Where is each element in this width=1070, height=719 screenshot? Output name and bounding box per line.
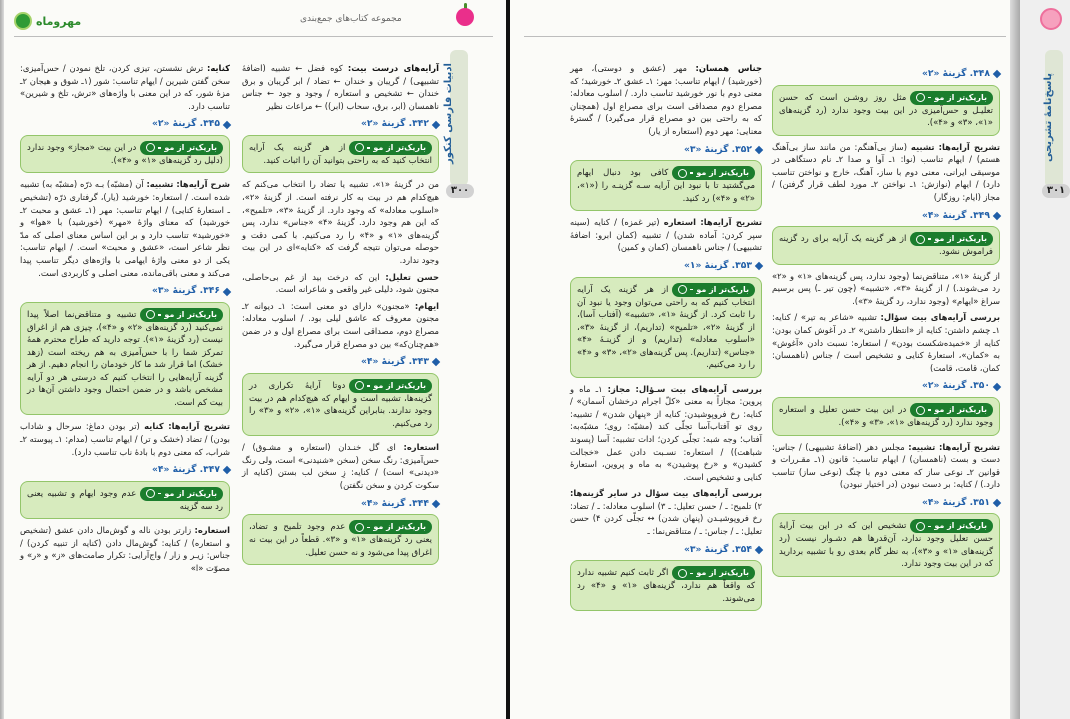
answer-paragraph (570, 62, 762, 138)
magnifier-handle-icon (367, 147, 370, 149)
answer-number: ۳۴۲. گزینهٔ «۲» (360, 118, 429, 130)
magnifier-handle-icon (158, 314, 161, 316)
tip-text: عدم وجود تلمیح و تضاد، یعنی رد گزینه‌های «۱» و «۳». قطعاً در این بیت نه اغراق پیدا می‌شود و نه حسن تعلیل. (249, 522, 432, 558)
term-label: بررسی آرایه‌های بیت سـؤال: مجاز: (607, 383, 763, 394)
term-label: تشریح آرایه‌ها: تشبیه (910, 141, 1000, 152)
diamond-bullet-icon (432, 500, 440, 508)
tip-tag (672, 283, 755, 297)
tip-tag-label: باریک‌تر از مو (164, 309, 217, 319)
tip-text: دوتا آرایهٔ تکراری در گزینه‌ها، تشبیه است و ایهام که هیچ‌کدام هم در بیت وجود ندارند. بنابراین گزینه‌های «۱»، «۲» و «۳» را رد می‌کنیم. (249, 380, 432, 429)
magnifier-handle-icon (928, 97, 931, 99)
magnifier-icon (916, 235, 925, 244)
diamond-bullet-icon (755, 262, 763, 270)
diamond-bullet-icon (432, 120, 440, 128)
tip-box (772, 513, 1000, 577)
answer-number: ۳۵۲. گزینهٔ «۳» (683, 143, 752, 155)
tip-tag-label: باریک‌تر از مو (934, 234, 987, 244)
tip-box (570, 560, 762, 611)
magnifier-icon (916, 93, 925, 102)
magnifier-handle-icon (928, 526, 931, 528)
answer-paragraph (20, 178, 230, 279)
paragraph-text: ۱ـ ماه و پروین: مجازاً به معنی «کلّ اجرام درخشان آسمان» / کنایه: رخ فروپوشیدن: کنایه از «پنهان شدن» / تشبیه: روی تو آفتاب‌آسا تجلّی کند (مشبّه: روی؛ مشبّه‌به: آفتاب؛ وجه شبه: تجلّی کردن؛ ادات تشبیه: آسا (پسوند شباهت)) / استعاره: نسـبت دادن عمل «خجالت کشیدن» و «رخ پوشیدن» به ماه و پروین، استعارهٔ کنایی و تشخیص است. (570, 383, 762, 482)
tip-text: در این بیت «مجاز» وجود ندارد (دلیل رد گزینه‌های «۱» و «۴»). (27, 142, 223, 166)
answer-number: ۳۵۴. گزینهٔ «۳» (683, 543, 752, 555)
answer-number: ۳۴۵. گزینهٔ «۲» (151, 118, 220, 130)
tip-tag-label: باریک‌تر از مو (164, 488, 217, 498)
magnifier-handle-icon (690, 172, 693, 174)
answer-number: ۳۴۷. گزینهٔ «۴» (151, 464, 220, 476)
magnifier-handle-icon (690, 289, 693, 291)
paragraph-text: ای گل خنـدان (استعاره و مشـوق) / حس‌آمیزی: رنگ سخن (سخن «شنیدنی» است، ولی رنگ «دیدنی» است) / کنایه: زِ سخن لب بستن (کنایه از سکوت کردن و سخن نگفتن) (242, 442, 439, 491)
answer-heading (20, 118, 230, 131)
answer-number: ۳۴۶. گزینهٔ «۳» (151, 285, 220, 297)
term-label: حسن تعلیل: (385, 271, 439, 282)
diamond-bullet-icon (223, 466, 231, 474)
answer-heading (242, 118, 439, 131)
paragraph-text: آن (مشبّه) بـه ذرّه (مشبّه به) تشبیه شده است. / استعاره: خورشید (یار)، گرفتاری ذرّه (تشخیص ـ استعارهٔ کنایی) / ایهام تناسب: مهر (۱ـ عشق و محبت ۲ـ خورشید) که معنای واژهٔ «مهر» (خورشید) با «هوا» و «خورشید» تناسب دارد و بر این اساس معنای اصلی که مدّ نظر شاعر است، «عشق و محبت» است. / ایهام تناسب: یکی از دو معنی واژهٔ ایهامی با واژه‌های دیگر تناسب پیدا می‌کند و معنی باقی‌مانده، معنی اصلی و کاربردی است. (20, 179, 230, 278)
answer-paragraph (20, 524, 230, 574)
answer-paragraph (242, 178, 439, 266)
answer-heading (20, 464, 230, 477)
tip-text: عدم وجود ایهام و تشبیه یعنی رد سه گزینه (27, 488, 223, 512)
tip-text: از هر گزینه یک آرایه انتخاب کنید که به راحتی بتوانید آن را اثبات کنید. (249, 142, 432, 166)
tip-text: از هر گزینه یک آرایه انتخاب کنیم که به راحتی می‌توان وجود یا نبود آن را ثابت کرد. از گزینهٔ «۱»، «تشبیه» (آفتاب آسا)، از گزینهٔ «۲»، «تلمیح» (تداریم)، از گزینهٔ «۳»، «اسلوب معادله» (تداریم) و از گزینـهٔ «۴» «جناس» (تداریم). پس گزینه‌های «۲»، «۳» و «۴» را رد می‌کنیم. (577, 284, 756, 371)
tip-box (20, 481, 230, 520)
tip-box (570, 160, 762, 211)
tip-tag (672, 166, 755, 180)
page-edge (1010, 0, 1020, 719)
diamond-bullet-icon (993, 212, 1001, 220)
answer-heading (570, 544, 762, 557)
term-label: ایهام: (414, 300, 439, 311)
paragraph-text: کوه فضل ← تشبیه (اضافهٔ تشبیهی) / گریبان و خندان ← تضاد / ابر گریبان و برق خندان ← تشخیص و استعاره / وجود و جود ← جناس ناهمسان (ابر، برق، سحاب (ابر)) ← مراعات نظیر (242, 63, 439, 111)
magnifier-icon (355, 381, 364, 390)
tip-tag-label: باریک‌تر از مو (934, 405, 987, 414)
answer-heading (20, 285, 230, 298)
right-column-right (772, 62, 1000, 582)
term-label: تشریح آرایه‌ها: تشبیه: (908, 441, 1000, 452)
wheel-icon (1040, 8, 1062, 30)
tip-box (242, 514, 439, 565)
magnifier-icon (146, 489, 155, 498)
tip-box (20, 135, 230, 174)
magnifier-icon (916, 522, 925, 531)
answer-number: ۳۵۳. گزینهٔ «۱» (683, 259, 752, 271)
answer-paragraph (242, 271, 439, 296)
tip-tag (349, 379, 432, 393)
paragraph-text: زارتر بودن ناله و گوش‌مال دادن عشق (تشخیص و استعاره) / کنایه: گوش‌مال دادن (کنایه از تنبیه کردن) / جناس: زیـر و زار / واج‌آرایی: تکرار صامت‌های «ز» و «ر» و مصوّت «ا» (20, 525, 230, 573)
magnifier-handle-icon (158, 493, 161, 495)
term-label: استعاره: (194, 525, 230, 536)
tip-tag-label: باریک‌تر از مو (934, 92, 987, 102)
tip-box (772, 397, 1000, 436)
tip-text: اگر ثابت کنیم تشبیه ندارد که واقعاً هم ندارد، گزینه‌های «۱» و «۴» رد می‌شوند. (577, 568, 755, 604)
tip-text: تشبیه و متناقض‌نما اصلاً پیدا نمی‌کنید (رد گزینه‌های «۲» و «۴»)، چیزی هم از اغراق نیست (رد گزینهٔ «۱»). توجه دارید که طراح محترم همهٔ تمرکز شما را با حس‌آمیزی به هم ریخته است (زهد خشک) اما قرار شد ما کار خودمان را انجام دهیم. از هر گزینه آرایه‌هایی را انتخاب کنیم که درستی هر دو آرایه مشخص باشد و در ضمن احتمال وجود داشتن آن‌ها در بیت کم است. (27, 309, 223, 408)
paragraph-text: مجلس دهر (اضافهٔ تشبیهی) / جناس: دست و بست (ناهمسان) / ایهام تناسب: قانون (۱ـ مقـررات و قوانین ۲ـ نوعی ساز که معنی دوم با چنگ (نوعی ساز) تناسب دارد.) / کنایه: بر دست نبودن (در اختیار نبودن) (772, 441, 1001, 490)
tip-box (242, 373, 439, 437)
paragraph-text: «مجنون» دارای دو معنی است: ۱ـ دیوانه ۲ـ مجنون معروف که عاشق لیلی بود. / اسلوب معادله: مصراع دوم، مصداقی است برای مصراع اول و در ضمن «هم‌چنان‌که» بین دو مصراع قرار می‌گیرد. (242, 300, 439, 349)
left-column-right (242, 62, 439, 570)
term-label: شرح آرایه‌ها: تشبیه: (146, 179, 230, 190)
header-divider (524, 36, 1006, 37)
tip-box (772, 85, 1000, 136)
answer-heading (570, 144, 762, 157)
tip-tag (349, 520, 432, 534)
tip-box (20, 302, 230, 416)
diamond-bullet-icon (223, 120, 231, 128)
term-label: جناس همسان: (695, 63, 762, 73)
tip-tag-label: باریک‌تر از مو (373, 380, 426, 390)
magnifier-icon (678, 569, 687, 578)
tip-box (772, 226, 1000, 265)
magnifier-icon (678, 285, 687, 294)
term-label: بررسی آرایه‌های بیت سؤال در سایر گزینه‌ها: (570, 488, 762, 499)
answer-heading (242, 498, 439, 511)
paragraph-text: تشبیه «شاعر به تیر» / کنایه: ۱ـ چشم داشتن: کنایه از «انتظار داشتن» ۲ـ در آغوش کمان بودن: کنایه از «خمیده‌شکست بودن» / استعاره: نسبت دادن «آغوش» به «کمان»، استعارهٔ کنایی و تشخیص است / جناس (ناهمسان: کمان، قامت، قامت) (772, 312, 1000, 373)
answer-paragraph (772, 311, 1000, 374)
term-label: استعاره: (403, 442, 439, 453)
term-label: بررسی آرایه‌های بیت سؤال: (880, 312, 1000, 323)
diamond-bullet-icon (993, 70, 1001, 78)
tip-tag (910, 519, 993, 533)
answer-number: ۳۵۰. گزینهٔ «۲» (921, 380, 990, 392)
tip-text: کافی بود دنبال ایهام می‌گشتید تا با نبود این آرایه سـه گزینـه را («۱»، «۲» و «۴») رد کنید. (577, 168, 755, 204)
answer-paragraph (772, 270, 1000, 308)
right-page (510, 0, 1066, 719)
tip-text: مثل روز روشـن است که حسن تعلیـل و حس‌آمیزی در این بیت وجود ندارد (رد گزینه‌های «۱»، «۳» و «۴»). (779, 92, 993, 129)
left-page (0, 0, 507, 719)
magnifier-handle-icon (690, 573, 693, 575)
diamond-bullet-icon (755, 146, 763, 154)
answer-paragraph (242, 441, 439, 491)
tip-tag (349, 141, 432, 155)
tip-tag (910, 232, 993, 246)
right-page-number: ۳۰۱ (1042, 184, 1070, 198)
tip-tag-label: باریک‌تر از مو (696, 168, 749, 178)
answer-heading (570, 260, 762, 273)
answer-paragraph (242, 62, 439, 112)
tip-tag-label: باریک‌تر از مو (164, 142, 217, 152)
magnifier-icon (355, 143, 364, 152)
paragraph-text: ترش نشستن، تیزی کردن، تلخ نمودن / حس‌آمیزی: سخن گفتن شیرین / ایهام تناسب: شور (۱ـ شوق و هیجان ۲ـ مزهٔ شور، که در این معنی با واژه‌های «ترش، تلخ و شیرین» تناسب دارد. (20, 63, 230, 111)
tip-tag (140, 487, 223, 501)
answer-paragraph (772, 141, 1000, 204)
answer-heading (242, 356, 439, 369)
magnifier-handle-icon (928, 409, 931, 411)
tip-tag-label: باریک‌تر از مو (696, 284, 749, 294)
answer-number: ۳۴۹. گزینهٔ «۴» (921, 209, 990, 221)
answer-heading (772, 210, 1000, 223)
answer-paragraph (772, 441, 1000, 491)
tip-text: در این بیت حسن تعلیل و استعاره وجود ندارد (رد گزینه‌های «۱»، «۳» و «۴»). (779, 405, 993, 428)
paragraph-text: مهر (عشق و دوستی)، مهر (خورشید) / ایهام تناسب: مهر: ۱ـ عشق ۲ـ خورشید؛ که معنی دوم با نور خورشید تناسب دارد. / اسلوب معادله: مصراع دوم مصداقی است برای مصراع اول (همچنان که به راحتی بین دو مصراع قرار می‌گیرد) / گسترهٔ معنایی: مهر دوم (استعاره از یار) (570, 63, 762, 136)
right-vertical-title: پاسخ‌نامهٔ تشریحی (1043, 72, 1055, 163)
paragraph-text: ۲) تلمیح: ـ / حسن تعلیل: ـ ۳) اسلوب معادله: ـ / تضاد: رخ فروپوشیـدن (پنهان شدن) ↔ تجلّی کردن ۴) حسن تعلیل: ـ / جناس: ـ / متناقض‌نما: ـ (570, 500, 762, 537)
tip-tag-label: باریک‌تر از مو (934, 521, 987, 531)
tip-text: تشخیص این که در این بیت آرایهٔ حسن تعلیل وجود ندارد، آن‌قدرها هم دشـوار نیست (رد گزینه‌های «۱» و «۳»)، به نظر گام بعدی رو با تشبیه بردارید که در این بیت وجود ندارد. (779, 521, 993, 570)
paragraph-text: از گزینهٔ «۱»، متناقض‌نما (وجود ندارد، پس گزینه‌های «۱» و «۲» رد می‌شوند.) / از گزینهٔ «۳»، «تشبیه» (چون تیر ـ) پس برسیم سراغ «ایهام» (وجود ندارد، رد گزینهٔ «۳»). (772, 270, 1000, 306)
answer-heading (772, 68, 1000, 81)
magnifier-handle-icon (367, 385, 370, 387)
magnifier-handle-icon (158, 147, 161, 149)
answer-paragraph (20, 420, 230, 458)
term-label: آرایه‌های درست بیت: (347, 63, 439, 73)
answer-number: ۳۴۸. گزینهٔ «۲» (921, 68, 990, 79)
left-page-number: ۳۰۰ (446, 184, 474, 198)
term-label: تشریح آرایه‌ها: استعاره (663, 217, 762, 228)
left-vertical-title: ادبیات فارسی کنکور (442, 63, 454, 164)
magnifier-icon (355, 523, 364, 532)
answer-paragraph (570, 383, 762, 484)
magnifier-icon (146, 310, 155, 319)
tip-tag (910, 403, 993, 417)
answer-number: ۳۴۴. گزینهٔ «۴» (360, 497, 429, 509)
brand-logo-icon (14, 12, 32, 30)
answer-heading (772, 380, 1000, 393)
tip-tag-label: باریک‌تر از مو (373, 522, 426, 532)
magnifier-icon (678, 169, 687, 178)
paragraph-text: (تیر غمزه) / کنایه (سینه سپر کردن: آماده شدن) / تشبیه (کمان ابرو: اضافهٔ تشبیهی) / جناس ناهمسان (کمان و کمین) (570, 217, 762, 253)
page-edge (0, 0, 4, 719)
left-column-left (20, 62, 230, 579)
magnifier-icon (916, 406, 925, 415)
diamond-bullet-icon (432, 358, 440, 366)
tip-tag (140, 141, 223, 155)
diamond-bullet-icon (223, 287, 231, 295)
paragraph-text: من در گزینهٔ «۱»، تشبیه یا تضاد را انتخاب می‌کنم که هیچ‌کدام هم در بیت به کار نرفته است. از گزینهٔ «۲»، «اسلوب معادله» که وجود دارد. از گزینهٔ «۳»، «تلمیح»، که این هم وجود دارد. گزینهٔ «۴» «جناس» ندارد، پس گزینه‌های «۱» و «۴» را رد می‌کنیم. با کمی دقت و حوصله می‌توان نتیجه گرفت که «کنایه»‌ای در این بیت وجود ندارد. (242, 179, 440, 266)
apple-icon (456, 8, 474, 26)
tip-tag (672, 566, 755, 580)
diamond-bullet-icon (993, 499, 1001, 507)
header-divider (14, 36, 493, 37)
answer-number: ۳۴۳. گزینهٔ «۴» (360, 356, 429, 368)
tip-tag-label: باریک‌تر از مو (373, 142, 426, 152)
answer-paragraph (20, 62, 230, 112)
right-column-left (570, 62, 762, 616)
term-label: کنایه: (206, 63, 230, 73)
tip-box (242, 135, 439, 174)
magnifier-icon (146, 143, 155, 152)
tip-tag (910, 91, 993, 105)
answer-paragraph (570, 487, 762, 537)
paragraph-text: این که درخت بید از غم بی‌حاصلی، مجنون شود، دلیلی غیر واقعی و شاعرانه است. (242, 271, 439, 295)
series-title: مجموعه کتاب‌های جمع‌بندی (300, 14, 402, 24)
tip-text: از هر گزینه یک آرایه برای رد گزینه فراموش نشود. (779, 234, 993, 258)
tip-tag-label: باریک‌تر از مو (696, 568, 749, 578)
magnifier-handle-icon (367, 527, 370, 529)
brand-logo (14, 12, 81, 30)
term-label: تشریح آرایه‌ها: کنایه (144, 421, 230, 432)
answer-paragraph (570, 216, 762, 254)
diamond-bullet-icon (993, 382, 1001, 390)
tip-box (570, 277, 762, 378)
paragraph-text: (تر بودن دماغ: سرحال و شاداب بودن) / تضاد (خشک و تر) / ایهام تناسب (مدام: ۱ـ پیوسته ۲ـ شراب، که معنی دوم با بادهٔ ناب تناسب دارد). (20, 421, 231, 457)
answer-paragraph (242, 300, 439, 350)
answer-number: ۳۵۱. گزینهٔ «۴» (921, 496, 990, 508)
answer-heading (772, 497, 1000, 510)
tip-tag (140, 308, 223, 322)
brand-name: مهروماه (36, 14, 82, 28)
paragraph-text: (ساز بی‌آهنگم: من مانند ساز بی‌آهنگ هستم) / ایهام تناسب (نوا: ۱ـ آوا و صدا ۲ـ نام دستگاهی در موسیقی ایرانی، معنی دوم با ساز، آهنگ، خارج و نواختن تناسب دارد) / ایهام (نوازش: ۱ـ نواختن ۲ـ مورد لطف قرار گرفتن) / مجاز (ایام: روزگار) (772, 141, 1001, 202)
magnifier-handle-icon (928, 238, 931, 240)
diamond-bullet-icon (755, 546, 763, 554)
